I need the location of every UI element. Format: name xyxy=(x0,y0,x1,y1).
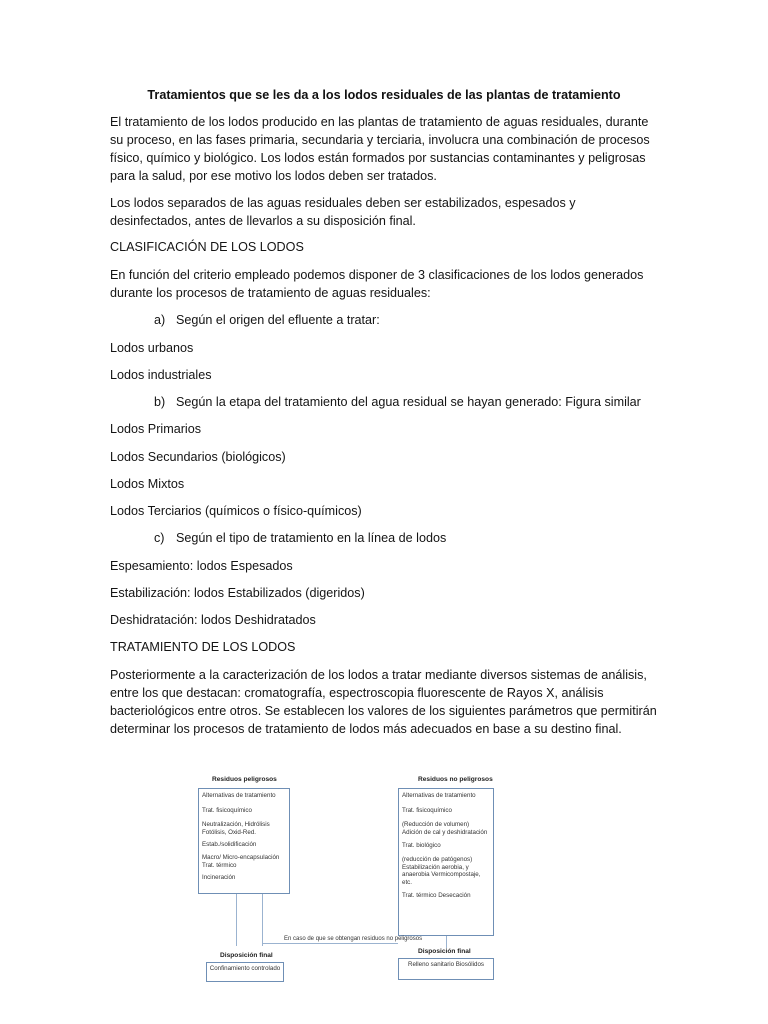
right-item: Trat. fisicoquímico xyxy=(402,806,452,814)
paragraph-caracterizacion xyxy=(110,666,658,738)
list-text: Según el tipo de tratamiento en la línea de lodos xyxy=(176,531,447,545)
list-text: Según el origen del efluente a tratar: xyxy=(176,313,380,327)
left-item: Alternativas de tratamiento xyxy=(202,792,276,799)
list-marker: c) xyxy=(154,531,165,545)
line-deshidratacion: Deshidratación: lodos Deshidratados xyxy=(110,613,316,627)
line-lodos-primarios: Lodos Primarios xyxy=(110,422,201,436)
right-item: (Reducción de volumen) Adición de cal y deshidratación xyxy=(402,821,488,836)
right-item: Alternativas de tratamiento xyxy=(402,792,476,799)
line-lodos-mixtos: Lodos Mixtos xyxy=(110,477,185,491)
right-alternatives-box xyxy=(398,788,494,936)
paragraph-text: El tratamiento de los lodos producido en las plantas de tratamiento de aguas residuales, durante su proceso, en las fases primaria, secundaria y terciaria, involucra una combinación de procesos físico, químico y biológico. Los lodos están formados por sustancias contaminantes y peligrosas para la salud, por ese motivo los lodos deben ser tratados. xyxy=(110,115,650,183)
left-item: Neutralización, Hidrólisis Fotólisis, Oxid-Red. xyxy=(202,821,270,836)
line-lodos-secundarios: Lodos Secundarios (biológicos) xyxy=(110,450,286,464)
left-item: Estab./solidificación xyxy=(202,841,257,849)
left-item: Incineración xyxy=(202,874,236,882)
left-header: Residuos peligrosos xyxy=(212,776,277,783)
right-disposal-box xyxy=(398,958,494,980)
right-disposal-header: Disposición final xyxy=(418,948,471,955)
line-estabilizacion: Estabilización: lodos Estabilizados (digeridos) xyxy=(110,586,365,600)
list-marker: a) xyxy=(154,313,166,327)
line-lodos-urbanos: Lodos urbanos xyxy=(110,341,194,355)
list-item-a xyxy=(132,311,702,329)
paragraph-text: En función del criterio empleado podemos disponer de 3 clasificaciones de los lodos generados durante los procesos de tratamiento de aguas residuales: xyxy=(110,268,644,300)
paragraph-lodos-separados xyxy=(110,194,658,230)
paragraph-text: Posteriormente a la caracterización de los lodos a tratar mediante diversos sistemas de análisis, entre los que destacan: cromatografía, espectroscopia fluorescente de Rayos X, análisis bacteriológicos entre otros. Se establecen los valores de los siguientes parámetros que permitirán determinar los procesos de tratamiento de lodos más adecuados en base a su destino final. xyxy=(110,668,657,736)
list-text: Según la etapa del tratamiento del agua residual se hayan generado: Figura similar xyxy=(176,395,641,409)
list-item-b xyxy=(132,393,714,411)
left-disposal-text: Confinamiento controlado xyxy=(209,965,281,972)
paragraph-intro xyxy=(110,113,658,185)
treatment-diagram xyxy=(196,776,502,990)
left-item: Macro/ Micro-encapsulación Trat. térmico xyxy=(202,853,280,869)
paragraph-text: Los lodos separados de las aguas residuales deben ser estabilizados, espesados y desinfectados, antes de llevarlos a su disposición final. xyxy=(110,196,576,228)
right-disposal-text: Relleno sanitario Biosólidos xyxy=(407,961,484,968)
line-espesamiento: Espesamiento: lodos Espesados xyxy=(110,559,293,573)
left-alternatives-box xyxy=(198,788,290,894)
right-item: Trat. térmico Desecación xyxy=(402,892,471,900)
middle-note: En caso de que se obtengan residuos no peligrosos xyxy=(284,936,423,942)
document-title: Tratamientos que se les da a los lodos residuales de las plantas de tratamiento xyxy=(147,88,621,102)
connector-line xyxy=(262,894,263,946)
connector-line xyxy=(236,894,237,946)
right-item: Trat. biológico xyxy=(402,842,441,850)
connector-line xyxy=(446,936,447,948)
line-lodos-terciarios: Lodos Terciarios (químicos o físico-químicos) xyxy=(110,504,362,518)
list-marker: b) xyxy=(154,395,166,409)
right-header: Residuos no peligrosos xyxy=(418,776,493,783)
heading-clasificacion: CLASIFICACIÓN DE LOS LODOS xyxy=(110,240,304,254)
left-disposal-header: Disposición final xyxy=(220,952,273,959)
paragraph-criterio xyxy=(110,266,658,302)
line-lodos-industriales: Lodos industriales xyxy=(110,368,212,382)
left-disposal-box xyxy=(206,962,284,982)
right-item: (reducción de patógenos) Estabilización aerobia, y anaerobia Vermicompostaje, etc. xyxy=(402,855,481,886)
list-item-c xyxy=(132,529,702,547)
left-item: Trat. fisicoquímico xyxy=(202,806,252,814)
heading-tratamiento: TRATAMIENTO DE LOS LODOS xyxy=(110,640,296,654)
